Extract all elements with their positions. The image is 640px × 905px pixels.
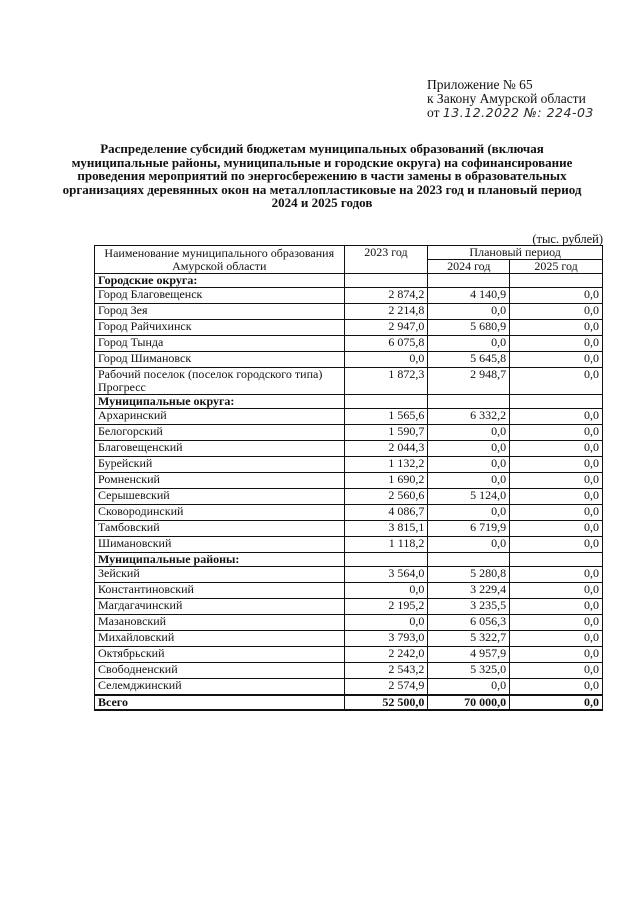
cell-2025: 0,0 <box>510 457 603 473</box>
col-header-plan: Плановый период <box>428 246 603 260</box>
col-header-2025: 2025 год <box>510 260 603 274</box>
cell-2024: 5 680,9 <box>428 320 510 336</box>
cell-2023: 2 242,0 <box>344 647 428 663</box>
cell-2025: 0,0 <box>510 304 603 320</box>
cell-2023: 2 874,2 <box>344 288 428 304</box>
cell-2023: 0,0 <box>344 615 428 631</box>
section-label: Муниципальные районы: <box>95 553 345 567</box>
cell-2023: 2 560,6 <box>344 489 428 505</box>
table-row <box>95 288 603 304</box>
cell-name: Город Зея <box>95 304 345 320</box>
table-row <box>95 679 603 696</box>
document-title: Распределение субсидий бюджетам муниципальных образований (включая муниципальные районы, муниципальные и городские округа) на софинансирование проведения мероприятий по энергосбережению в части замены в образовательных организациях деревянных окон на металлопластиковые на 2023 год и плановый период 2024 и 2025 годов <box>62 141 582 210</box>
table-row <box>95 489 603 505</box>
cell-2024: 5 280,8 <box>428 567 510 583</box>
cell-2024: 5 322,7 <box>428 631 510 647</box>
attachment-date-line <box>427 106 594 120</box>
cell-2023: 0,0 <box>344 583 428 599</box>
cell-name: Свободненский <box>95 663 345 679</box>
attachment-header <box>427 78 594 120</box>
section-label: Муниципальные округа: <box>95 395 345 409</box>
cell-2024: 3 235,5 <box>428 599 510 615</box>
cell-name: Город Райчихинск <box>95 320 345 336</box>
col-header-name: Наименование муниципального образования Амурской области <box>95 246 345 274</box>
cell-2024: 3 229,4 <box>428 583 510 599</box>
cell-2023: 1 132,2 <box>344 457 428 473</box>
cell-2024: 0,0 <box>428 473 510 489</box>
cell-2023: 2 044,3 <box>344 441 428 457</box>
total-2024: 70 000,0 <box>428 695 510 710</box>
cell-2023: 1 118,2 <box>344 537 428 553</box>
table-row <box>95 409 603 425</box>
col-header-2023: 2023 год <box>344 246 428 274</box>
table-row <box>95 583 603 599</box>
cell-name: Магдагачинский <box>95 599 345 615</box>
cell-2024: 6 332,2 <box>428 409 510 425</box>
cell-2024: 2 948,7 <box>428 368 510 395</box>
cell-2024: 5 645,8 <box>428 352 510 368</box>
table-row <box>95 537 603 553</box>
cell-2024: 6 056,3 <box>428 615 510 631</box>
cell-2025: 0,0 <box>510 663 603 679</box>
cell-2023: 3 793,0 <box>344 631 428 647</box>
cell-name: Серышевский <box>95 489 345 505</box>
cell-2023: 2 214,8 <box>344 304 428 320</box>
cell-name: Селемджинский <box>95 679 345 696</box>
table-row <box>95 441 603 457</box>
cell-2025: 0,0 <box>510 631 603 647</box>
cell-2024: 5 124,0 <box>428 489 510 505</box>
cell-name: Зейский <box>95 567 345 583</box>
cell-2023: 0,0 <box>344 352 428 368</box>
cell-2025: 0,0 <box>510 583 603 599</box>
cell-name: Константиновский <box>95 583 345 599</box>
table-row <box>95 599 603 615</box>
cell-2025: 0,0 <box>510 368 603 395</box>
cell-2025: 0,0 <box>510 567 603 583</box>
cell-2025: 0,0 <box>510 473 603 489</box>
cell-2024: 0,0 <box>428 441 510 457</box>
cell-2025: 0,0 <box>510 521 603 537</box>
cell-name: Ромненский <box>95 473 345 489</box>
unit-label: (тыс. рублей) <box>532 232 603 246</box>
total-2025: 0,0 <box>510 695 603 710</box>
subsidy-table <box>94 245 603 711</box>
cell-name: Михайловский <box>95 631 345 647</box>
cell-2023: 2 947,0 <box>344 320 428 336</box>
cell-name: Архаринский <box>95 409 345 425</box>
cell-name: Белогорский <box>95 425 345 441</box>
cell-2023: 1 872,3 <box>344 368 428 395</box>
table-row <box>95 320 603 336</box>
table-row <box>95 425 603 441</box>
cell-2023: 1 565,6 <box>344 409 428 425</box>
cell-2025: 0,0 <box>510 409 603 425</box>
cell-2025: 0,0 <box>510 599 603 615</box>
cell-2025: 0,0 <box>510 425 603 441</box>
cell-2023: 3 564,0 <box>344 567 428 583</box>
table-row <box>95 615 603 631</box>
cell-2025: 0,0 <box>510 288 603 304</box>
cell-2024: 4 957,9 <box>428 647 510 663</box>
attachment-number: Приложение № 65 <box>427 77 533 92</box>
cell-2023: 1 590,7 <box>344 425 428 441</box>
table-row <box>95 567 603 583</box>
cell-2023: 2 195,2 <box>344 599 428 615</box>
cell-2023: 1 690,2 <box>344 473 428 489</box>
cell-2024: 5 325,0 <box>428 663 510 679</box>
cell-2024: 0,0 <box>428 505 510 521</box>
cell-2025: 0,0 <box>510 320 603 336</box>
cell-name: Город Тында <box>95 336 345 352</box>
section-row-mun-okrug <box>95 395 603 409</box>
cell-2025: 0,0 <box>510 352 603 368</box>
cell-name: Рабочий поселок (поселок городского типа) Прогресс <box>95 368 345 395</box>
cell-2025: 0,0 <box>510 537 603 553</box>
cell-2025: 0,0 <box>510 615 603 631</box>
cell-2023: 4 086,7 <box>344 505 428 521</box>
total-row <box>95 695 603 710</box>
cell-name: Тамбовский <box>95 521 345 537</box>
table-row <box>95 368 603 395</box>
table-row <box>95 304 603 320</box>
cell-2024: 0,0 <box>428 336 510 352</box>
total-2023: 52 500,0 <box>344 695 428 710</box>
cell-name: Шимановский <box>95 537 345 553</box>
cell-2023: 2 574,9 <box>344 679 428 696</box>
cell-2025: 0,0 <box>510 441 603 457</box>
table-row <box>95 457 603 473</box>
cell-2025: 0,0 <box>510 505 603 521</box>
total-label: Всего <box>95 695 345 710</box>
table-row <box>95 336 603 352</box>
cell-2024: 0,0 <box>428 457 510 473</box>
cell-2023: 2 543,2 <box>344 663 428 679</box>
table-row <box>95 352 603 368</box>
cell-2023: 3 815,1 <box>344 521 428 537</box>
cell-2024: 0,0 <box>428 537 510 553</box>
cell-name: Мазановский <box>95 615 345 631</box>
cell-name: Сковородинский <box>95 505 345 521</box>
cell-2024: 6 719,9 <box>428 521 510 537</box>
col-header-2024: 2024 год <box>428 260 510 274</box>
cell-name: Благовещенский <box>95 441 345 457</box>
cell-2025: 0,0 <box>510 489 603 505</box>
cell-2024: 0,0 <box>428 425 510 441</box>
handwritten-date-number: 13.12.2022 №: 224-03 <box>442 105 594 120</box>
cell-2025: 0,0 <box>510 679 603 696</box>
cell-2025: 0,0 <box>510 647 603 663</box>
cell-name: Город Шимановск <box>95 352 345 368</box>
table-row <box>95 647 603 663</box>
cell-2024: 4 140,9 <box>428 288 510 304</box>
attachment-date-prefix: от <box>427 105 440 120</box>
cell-2023: 6 075,8 <box>344 336 428 352</box>
section-row-gorod <box>95 274 603 288</box>
section-label: Городские округа: <box>95 274 345 288</box>
table-row <box>95 631 603 647</box>
section-row-mun-rayon <box>95 553 603 567</box>
cell-2025: 0,0 <box>510 336 603 352</box>
cell-name: Октябрьский <box>95 647 345 663</box>
table-row <box>95 505 603 521</box>
cell-name: Бурейский <box>95 457 345 473</box>
cell-2024: 0,0 <box>428 304 510 320</box>
attachment-law: к Закону Амурской области <box>427 91 586 106</box>
cell-2024: 0,0 <box>428 679 510 696</box>
table-row <box>95 521 603 537</box>
table-row <box>95 663 603 679</box>
table-row <box>95 473 603 489</box>
cell-name: Город Благовещенск <box>95 288 345 304</box>
